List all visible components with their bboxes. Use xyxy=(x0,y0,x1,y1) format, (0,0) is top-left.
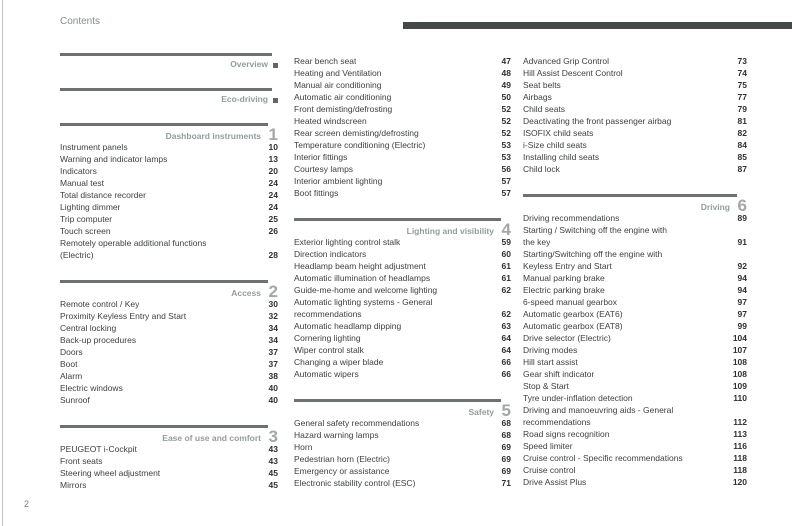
toc-entry-label: Road signs recognition xyxy=(523,429,610,439)
section-title: Driving xyxy=(700,202,730,212)
toc-entry-label: Cruise control xyxy=(523,465,576,475)
toc-entry xyxy=(294,284,511,296)
toc-column-right xyxy=(523,55,747,488)
toc-entry-label: Boot fittings xyxy=(294,188,339,198)
toc-entry-label: Hill start assist xyxy=(523,357,578,367)
toc-entry-page: 79 xyxy=(737,104,747,114)
toc-entry-label: Direction indicators xyxy=(294,249,367,259)
toc-entry-page: 43 xyxy=(268,444,278,454)
toc-entry-page: 66 xyxy=(501,357,511,367)
toc-entry xyxy=(294,441,511,453)
toc-entry-label: Manual air conditioning xyxy=(294,80,382,90)
section-header xyxy=(60,125,278,144)
toc-entry-label: Lighting dimmer xyxy=(60,202,121,212)
toc-entry-label: Heating and Ventilation xyxy=(294,68,382,78)
toc-entry-label: PEUGEOT i-Cockpit xyxy=(60,444,137,454)
toc-entry-page: 40 xyxy=(268,395,278,405)
section-title: Safety xyxy=(468,407,494,417)
toc-entry-label: Remote control / Key xyxy=(60,299,140,309)
toc-entry-page: 53 xyxy=(501,152,511,162)
toc-entry xyxy=(523,392,747,404)
toc-entry-label: the key xyxy=(523,237,551,247)
toc-entry-label: Electric parking brake xyxy=(523,285,605,295)
toc-entry xyxy=(294,260,511,272)
toc-entry-label: Courtesy lamps xyxy=(294,164,354,174)
toc-entry-page: 120 xyxy=(732,477,747,487)
toc-entry xyxy=(60,310,278,322)
toc-entry-label: Child seats xyxy=(523,104,566,114)
toc-entry xyxy=(523,272,747,284)
toc-entry-label: Sunroof xyxy=(60,395,90,405)
toc-entry xyxy=(60,225,278,237)
toc-entry xyxy=(294,127,511,139)
toc-entry-page: 66 xyxy=(501,369,511,379)
toc-entry-label: Front seats xyxy=(60,456,103,466)
toc-entry xyxy=(523,380,747,392)
toc-column-left xyxy=(60,53,278,491)
toc-entry xyxy=(294,139,511,151)
toc-entry xyxy=(523,428,747,440)
toc-entry xyxy=(60,237,278,249)
toc-entry xyxy=(294,465,511,477)
page-edge-line xyxy=(2,0,3,526)
toc-entry xyxy=(523,67,747,79)
toc-section-access xyxy=(60,280,278,406)
toc-entry-page: 92 xyxy=(737,261,747,271)
toc-entry-page: 45 xyxy=(268,468,278,478)
toc-entry xyxy=(523,284,747,296)
section-header xyxy=(523,196,747,215)
toc-entry-page: 47 xyxy=(501,56,511,66)
toc-entry-label: Indicators xyxy=(60,166,97,176)
toc-entry-label: Cornering lighting xyxy=(294,333,361,343)
toc-entry xyxy=(60,467,278,479)
toc-section-overview xyxy=(60,53,278,69)
section-title: Ease of use and comfort xyxy=(162,433,261,443)
toc-section-ease-of-use-and-comfort xyxy=(60,425,278,491)
section-header xyxy=(60,56,278,69)
toc-entry-label: Automatic illumination of headlamps xyxy=(294,273,431,283)
toc-entry xyxy=(523,344,747,356)
toc-entry-page: 118 xyxy=(733,453,747,463)
toc-entry-label: Mirrors xyxy=(60,480,87,490)
toc-entry-label: Seat belts xyxy=(523,80,561,90)
toc-entry-label: recommendations xyxy=(294,309,362,319)
toc-entry xyxy=(60,370,278,382)
toc-entry-label: Steering wheel adjustment xyxy=(60,468,161,478)
toc-entry-page: 57 xyxy=(501,188,511,198)
toc-entry-label: Automatic air conditioning xyxy=(294,92,392,102)
toc-entry-page: 77 xyxy=(737,92,747,102)
toc-entry-page: 84 xyxy=(737,140,747,150)
toc-entry-label: Emergency or assistance xyxy=(294,466,390,476)
toc-entry-page: 99 xyxy=(737,321,747,331)
toc-entry xyxy=(523,127,747,139)
toc-entry xyxy=(523,248,747,260)
toc-entry-label: Rear bench seat xyxy=(294,56,357,66)
toc-entry xyxy=(294,151,511,163)
toc-entry-page: 43 xyxy=(268,456,278,466)
toc-entry-label: Boot xyxy=(60,359,78,369)
toc-entry-page: 91 xyxy=(737,237,747,247)
toc-entry-label: General safety recommendations xyxy=(294,418,420,428)
toc-entry xyxy=(523,308,747,320)
toc-entry-label: Automatic gearbox (EAT6) xyxy=(523,309,623,319)
toc-entry-label: Drive Assist Plus xyxy=(523,477,587,487)
toc-entry-page: 97 xyxy=(737,309,747,319)
chapter-number: 2 xyxy=(268,282,278,301)
toc-entry xyxy=(523,404,747,416)
toc-section-continued xyxy=(523,55,747,175)
toc-entry xyxy=(60,322,278,334)
toc-entry-label: Front demisting/defrosting xyxy=(294,104,393,114)
toc-entry-label: Changing a wiper blade xyxy=(294,357,384,367)
toc-entry-page: 85 xyxy=(737,152,747,162)
toc-entry-label: Wiper control stalk xyxy=(294,345,364,355)
toc-entry xyxy=(294,356,511,368)
section-header xyxy=(294,401,511,420)
section-marker-square-icon xyxy=(273,98,278,103)
chapter-number: 3 xyxy=(268,427,278,446)
toc-entry xyxy=(60,249,278,261)
toc-entry xyxy=(60,394,278,406)
toc-section-safety xyxy=(294,399,511,489)
toc-entry-page: 53 xyxy=(501,140,511,150)
toc-entry-label: Starting / Switching off the engine with xyxy=(523,225,667,235)
toc-entry xyxy=(294,187,511,199)
toc-entry xyxy=(523,440,747,452)
toc-entry-label: i-Size child seats xyxy=(523,140,587,150)
toc-entry-label: Headlamp beam height adjustment xyxy=(294,261,426,271)
toc-entry-label: Alarm xyxy=(60,371,83,381)
toc-entry xyxy=(523,79,747,91)
toc-entry xyxy=(60,177,278,189)
chapter-number: 1 xyxy=(268,125,278,144)
toc-entry-label: Airbags xyxy=(523,92,552,102)
toc-entry-label: Temperature conditioning (Electric) xyxy=(294,140,426,150)
toc-entry-page: 82 xyxy=(737,128,747,138)
toc-entry xyxy=(294,55,511,67)
section-title: Overview xyxy=(230,59,268,69)
toc-entry-label: Guide-me-home and welcome lighting xyxy=(294,285,438,295)
toc-entry-page: 69 xyxy=(501,454,511,464)
toc-entry-page: 34 xyxy=(268,335,278,345)
toc-entry-page: 52 xyxy=(501,116,511,126)
toc-entry-page: 68 xyxy=(501,430,511,440)
toc-entry-page: 37 xyxy=(268,347,278,357)
toc-entry-label: Exterior lighting control stalk xyxy=(294,237,401,247)
toc-entry xyxy=(60,141,278,153)
toc-entry-label: Advanced Grip Control xyxy=(523,56,609,66)
toc-entry-page: 28 xyxy=(268,250,278,260)
toc-entry-label: Speed limiter xyxy=(523,441,573,451)
toc-entry xyxy=(523,476,747,488)
toc-entry-page: 26 xyxy=(268,226,278,236)
toc-entry xyxy=(523,91,747,103)
toc-entry xyxy=(294,67,511,79)
toc-entry-page: 94 xyxy=(737,273,747,283)
toc-entry-label: (Electric) xyxy=(60,250,94,260)
toc-entry-page: 34 xyxy=(268,323,278,333)
toc-entry-label: Doors xyxy=(60,347,83,357)
section-header xyxy=(60,427,278,446)
toc-entry xyxy=(294,248,511,260)
toc-entry xyxy=(294,91,511,103)
toc-entry xyxy=(523,368,747,380)
toc-entry-page: 56 xyxy=(501,164,511,174)
toc-entry-page: 94 xyxy=(737,285,747,295)
toc-entry xyxy=(60,479,278,491)
toc-entry-label: Manual test xyxy=(60,178,104,188)
toc-entry-label: Back-up procedures xyxy=(60,335,137,345)
toc-entry xyxy=(523,320,747,332)
toc-entry-label: Pedestrian horn (Electric) xyxy=(294,454,390,464)
toc-entry-page: 52 xyxy=(501,104,511,114)
toc-entry-label: Child lock xyxy=(523,164,560,174)
toc-entry-label: Starting/Switching off the engine with xyxy=(523,249,663,259)
toc-entry-page: 40 xyxy=(268,383,278,393)
toc-entry-label: Touch screen xyxy=(60,226,111,236)
toc-entry-page: 110 xyxy=(733,393,747,403)
section-title: Dashboard instruments xyxy=(165,131,261,141)
toc-entry-page: 89 xyxy=(737,213,747,223)
header-accent-bar xyxy=(403,22,792,29)
toc-entry xyxy=(523,55,747,67)
toc-entry-page: 113 xyxy=(733,429,747,439)
toc-entry-label: Driving modes xyxy=(523,345,578,355)
toc-entry-label: Deactivating the front passenger airbag xyxy=(523,116,672,126)
toc-entry-page: 13 xyxy=(268,154,278,164)
toc-entry-label: Tyre under-inflation detection xyxy=(523,393,633,403)
toc-entry xyxy=(294,320,511,332)
chapter-number: 6 xyxy=(737,196,747,215)
section-title: Access xyxy=(231,288,261,298)
toc-entry-label: Interior fittings xyxy=(294,152,348,162)
chapter-number: 4 xyxy=(501,220,511,239)
section-title: Eco-driving xyxy=(221,94,268,104)
toc-entry xyxy=(294,296,511,308)
toc-entry-label: Trip computer xyxy=(60,214,113,224)
toc-column-middle xyxy=(294,55,511,489)
toc-entry-page: 52 xyxy=(501,128,511,138)
toc-entry-page: 61 xyxy=(501,261,511,271)
toc-entry xyxy=(294,344,511,356)
section-header xyxy=(60,282,278,301)
toc-entry-page: 112 xyxy=(733,417,747,427)
toc-entry-page: 63 xyxy=(501,321,511,331)
toc-entry xyxy=(294,417,511,429)
toc-entry xyxy=(60,213,278,225)
toc-entry-page: 87 xyxy=(737,164,747,174)
section-header xyxy=(294,220,511,239)
toc-entry-label: Keyless Entry and Start xyxy=(523,261,612,271)
toc-entry-page: 73 xyxy=(737,56,747,66)
toc-entry xyxy=(60,443,278,455)
section-title: Lighting and visibility xyxy=(406,226,494,236)
toc-entry-page: 49 xyxy=(501,80,511,90)
toc-entry xyxy=(294,477,511,489)
toc-entry-page: 20 xyxy=(268,166,278,176)
toc-entry xyxy=(60,346,278,358)
toc-entry-label: Proximity Keyless Entry and Start xyxy=(60,311,187,321)
toc-entry xyxy=(523,115,747,127)
toc-entry-page: 60 xyxy=(501,249,511,259)
toc-entry xyxy=(294,272,511,284)
toc-entry-page: 37 xyxy=(268,359,278,369)
toc-entry-page: 107 xyxy=(732,345,747,355)
toc-entry-label: Electric windows xyxy=(60,383,123,393)
toc-entry xyxy=(523,103,747,115)
toc-entry xyxy=(523,163,747,175)
toc-entry xyxy=(60,382,278,394)
toc-entry-page: 118 xyxy=(733,465,747,475)
toc-entry-label: Electronic stability control (ESC) xyxy=(294,478,416,488)
toc-entry-page: 62 xyxy=(501,309,511,319)
toc-entry xyxy=(60,153,278,165)
toc-entry xyxy=(523,224,747,236)
toc-entry xyxy=(523,151,747,163)
toc-entry-page: 75 xyxy=(737,80,747,90)
toc-section-continued xyxy=(294,55,511,199)
toc-entry-label: Rear screen demisting/defrosting xyxy=(294,128,419,138)
toc-entry-label: Interior ambient lighting xyxy=(294,176,383,186)
toc-entry-page: 48 xyxy=(501,68,511,78)
toc-entry xyxy=(60,201,278,213)
page-number: 2 xyxy=(24,499,30,509)
toc-entry-label: Remotely operable additional functions xyxy=(60,238,207,248)
toc-entry-page: 25 xyxy=(268,214,278,224)
toc-entry-label: Automatic headlamp dipping xyxy=(294,321,402,331)
toc-entry-label: Hill Assist Descent Control xyxy=(523,68,623,78)
toc-entry-page: 38 xyxy=(268,371,278,381)
toc-entry xyxy=(60,165,278,177)
toc-entry-label: Installing child seats xyxy=(523,152,600,162)
toc-entry-page: 97 xyxy=(737,297,747,307)
toc-entry xyxy=(60,334,278,346)
section-marker-square-icon xyxy=(273,63,278,68)
toc-entry-page: 30 xyxy=(268,299,278,309)
toc-entry-page: 50 xyxy=(501,92,511,102)
toc-entry-label: Drive selector (Electric) xyxy=(523,333,611,343)
toc-entry-label: Stop & Start xyxy=(523,381,569,391)
toc-entry xyxy=(523,260,747,272)
toc-entry-page: 24 xyxy=(268,178,278,188)
toc-entry xyxy=(523,464,747,476)
toc-entry xyxy=(523,356,747,368)
toc-entry-label: Central locking xyxy=(60,323,117,333)
toc-entry-page: 69 xyxy=(501,466,511,476)
toc-entry-label: recommendations xyxy=(523,417,591,427)
toc-entry-page: 61 xyxy=(501,273,511,283)
page-title: Contents xyxy=(60,16,101,27)
toc-entry-page: 71 xyxy=(501,478,511,488)
toc-entry xyxy=(294,103,511,115)
toc-entry-label: Gear shift indicator xyxy=(523,369,595,379)
toc-entry xyxy=(294,453,511,465)
toc-section-lighting-and-visibility xyxy=(294,218,511,380)
toc-entry xyxy=(60,358,278,370)
toc-entry-label: Driving and manoeuvring aids - General xyxy=(523,405,674,415)
toc-entry-page: 104 xyxy=(732,333,747,343)
toc-entry xyxy=(60,298,278,310)
toc-entry-page: 10 xyxy=(268,142,278,152)
toc-entry-page: 69 xyxy=(501,442,511,452)
toc-entry xyxy=(294,163,511,175)
toc-entry-page: 24 xyxy=(268,202,278,212)
toc-entry xyxy=(523,139,747,151)
toc-entry xyxy=(60,455,278,467)
toc-entry xyxy=(523,452,747,464)
chapter-number: 5 xyxy=(501,401,511,420)
toc-section-driving xyxy=(523,194,747,488)
toc-entry-label: 6-speed manual gearbox xyxy=(523,297,618,307)
toc-entry-page: 74 xyxy=(737,68,747,78)
toc-entry-page: 64 xyxy=(501,345,511,355)
toc-entry-page: 68 xyxy=(501,418,511,428)
toc-entry xyxy=(294,115,511,127)
toc-entry-page: 62 xyxy=(501,285,511,295)
toc-entry xyxy=(294,175,511,187)
toc-entry-page: 24 xyxy=(268,190,278,200)
toc-entry-label: Instrument panels xyxy=(60,142,128,152)
toc-entry-page: 32 xyxy=(268,311,278,321)
toc-entry-page: 109 xyxy=(732,381,747,391)
toc-entry-label: Automatic gearbox (EAT8) xyxy=(523,321,623,331)
toc-entry xyxy=(294,368,511,380)
toc-section-eco-driving xyxy=(60,88,278,104)
toc-entry-label: Automatic wipers xyxy=(294,369,359,379)
toc-entry xyxy=(294,79,511,91)
toc-entry xyxy=(523,296,747,308)
toc-entry-page: 45 xyxy=(268,480,278,490)
toc-entry xyxy=(523,332,747,344)
toc-entry-label: Horn xyxy=(294,442,313,452)
toc-entry-label: Driving recommendations xyxy=(523,213,620,223)
toc-entry-label: ISOFIX child seats xyxy=(523,128,594,138)
toc-entry-label: Hazard warning lamps xyxy=(294,430,379,440)
toc-entry xyxy=(60,189,278,201)
toc-entry-label: Total distance recorder xyxy=(60,190,146,200)
toc-entry-page: 59 xyxy=(501,237,511,247)
toc-entry-page: 57 xyxy=(501,176,511,186)
toc-entry-page: 116 xyxy=(733,441,747,451)
toc-entry-label: Cruise control - Specific recommendations xyxy=(523,453,683,463)
toc-entry-label: Automatic lighting systems - General xyxy=(294,297,433,307)
toc-entry xyxy=(523,236,747,248)
toc-entry-label: Warning and indicator lamps xyxy=(60,154,168,164)
toc-entry xyxy=(523,212,747,224)
toc-entry xyxy=(294,429,511,441)
toc-entry xyxy=(294,308,511,320)
toc-entry xyxy=(294,332,511,344)
toc-entry-page: 108 xyxy=(732,369,747,379)
toc-entry-label: Manual parking brake xyxy=(523,273,605,283)
toc-entry xyxy=(523,416,747,428)
toc-entry-page: 108 xyxy=(732,357,747,367)
toc-entry-page: 64 xyxy=(501,333,511,343)
toc-entry-page: 81 xyxy=(737,116,747,126)
toc-entry xyxy=(294,236,511,248)
section-header xyxy=(60,91,278,104)
toc-section-dashboard-instruments xyxy=(60,123,278,261)
toc-entry-label: Heated windscreen xyxy=(294,116,367,126)
